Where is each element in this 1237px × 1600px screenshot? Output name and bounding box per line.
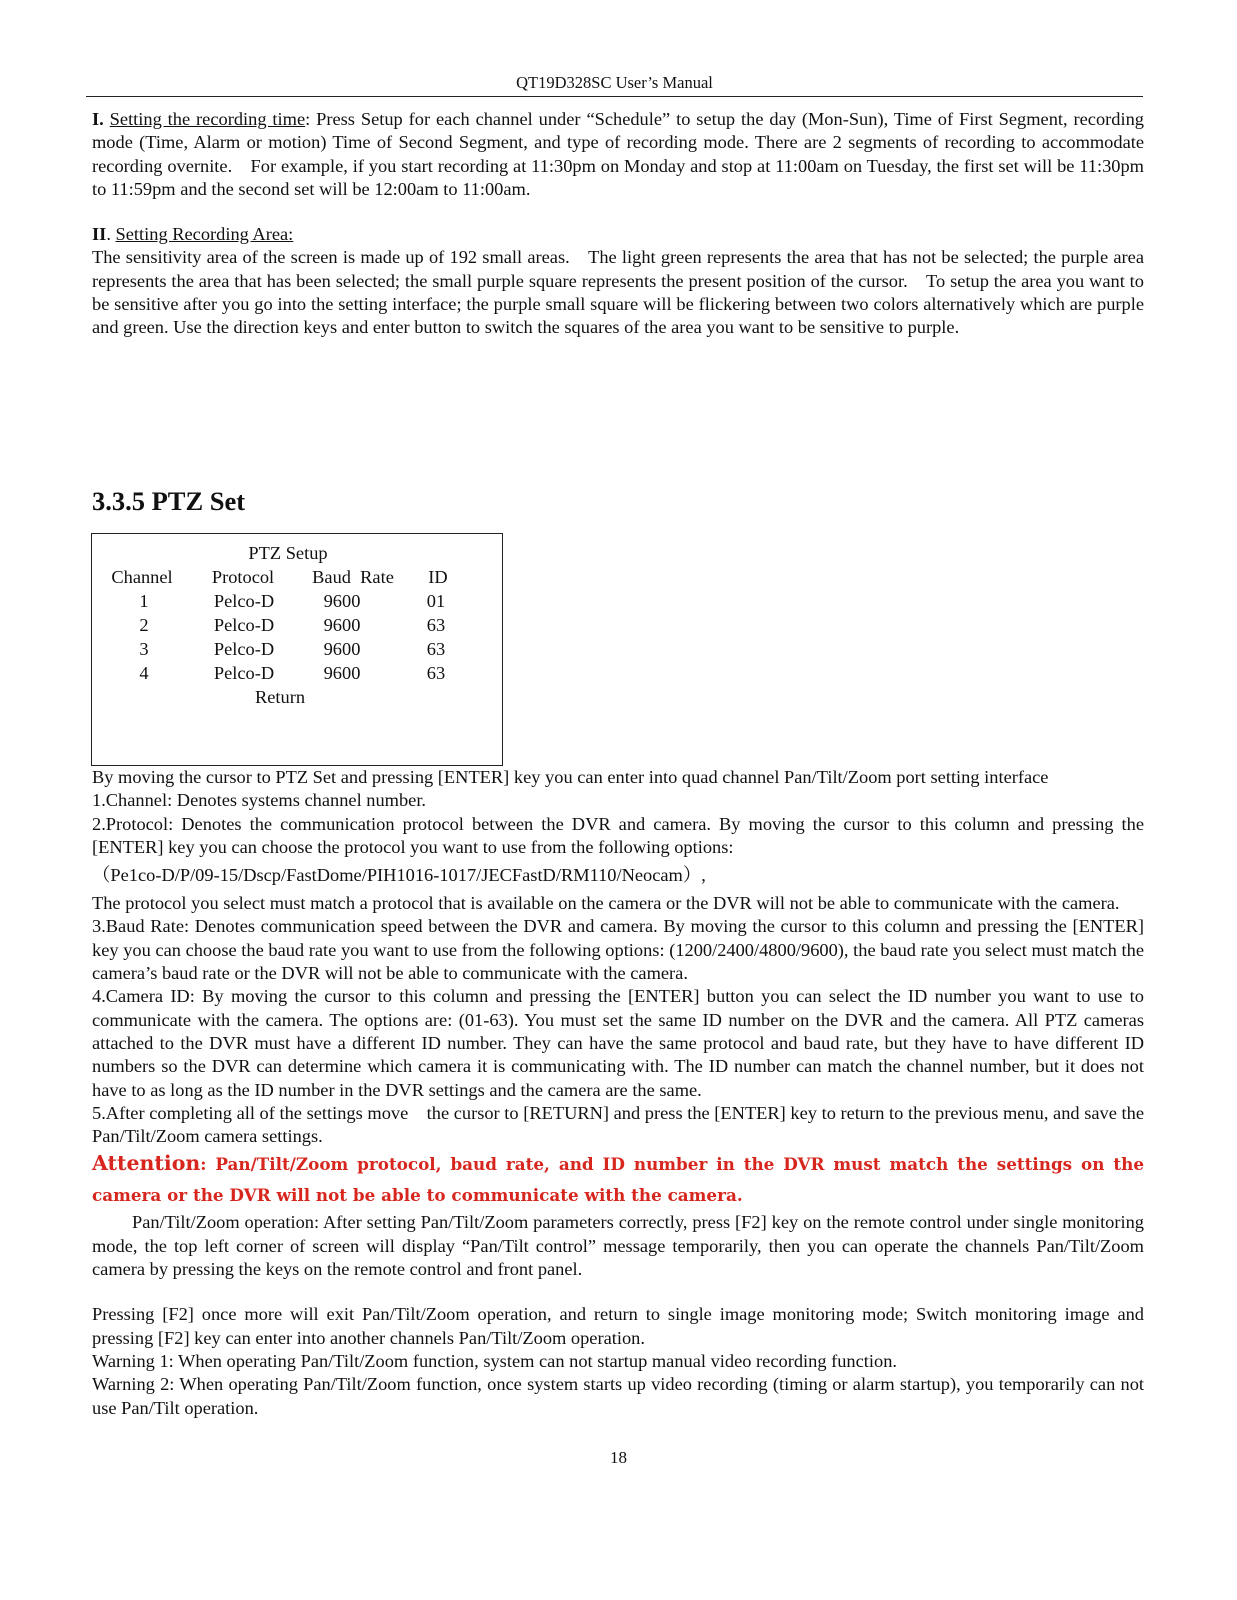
row-1-protocol[interactable]: Pelco-D — [213, 591, 275, 611]
item-camera-id: 4.Camera ID: By moving the cursor to this column and pressing the [ENTER] button you can select the ID number you want to use to communicate with the camera. The options are: (01-63). You must set the same ID number on the DVR and the camera. All PTZ cameras attached to the DVR must have a different ID number. They can have the same protocol and baud rate, but they have to have different ID numbers so the DVR can determine which camera it is communicating with. The ID number can match the channel number, but it does not have to as long as the ID number in the DVR settings and the camera are the same. — [92, 986, 1144, 1100]
row-2-id[interactable]: 63 — [426, 615, 446, 635]
section-heading-recording-time: Setting the recording time — [109, 109, 306, 129]
item-protocol-note: The protocol you select must match a protocol that is available on the camera or the DVR will not be able to communicate with the camera. — [92, 893, 1120, 914]
attention-text: : Pan/Tilt/Zoom protocol, baud rate, and ID number in the DVR must match the settings on the camera or the DVR will not be able to communicate with the camera. — [92, 1154, 1144, 1206]
ptz-setup-title: PTZ Setup — [248, 543, 328, 563]
row-2-protocol[interactable]: Pelco-D — [213, 615, 275, 635]
intro-paragraph: By moving the cursor to PTZ Set and pressing [ENTER] key you can enter into quad channel Pan/Tilt/Zoom port setting interface — [92, 767, 1049, 787]
header-rule — [86, 96, 1143, 97]
row-1-id[interactable]: 01 — [426, 591, 446, 611]
section-numeral: I. — [92, 109, 104, 129]
row-2-channel[interactable]: 2 — [139, 615, 149, 635]
section-recording-time-paragraph — [92, 108, 1144, 201]
section-heading-recording-area: Setting Recording Area: — [115, 224, 294, 244]
page-header: QT19D328SC User’s Manual — [516, 73, 713, 92]
page-number: 18 — [610, 1448, 627, 1467]
row-3-protocol[interactable]: Pelco-D — [213, 639, 275, 659]
ptz-set-heading: 3.3.5 PTZ Set — [92, 486, 246, 516]
return-menu-item[interactable]: Return — [254, 687, 306, 707]
row-3-id[interactable]: 63 — [426, 639, 446, 659]
column-header-id: ID — [428, 567, 448, 587]
section-numeral: II — [92, 224, 107, 244]
row-2-baud-rate[interactable]: 9600 — [323, 615, 361, 635]
attention-note — [92, 1148, 1144, 1211]
section-recording-area-title — [92, 223, 1144, 246]
row-1-baud-rate[interactable]: 9600 — [323, 591, 361, 611]
row-4-baud-rate[interactable]: 9600 — [323, 663, 361, 683]
section-recording-time — [92, 108, 1144, 201]
item-return: 5.After completing all of the settings move the cursor to [RETURN] and press the [ENTER] key to return to the previous menu, and save the Pan/Tilt/Zoom camera settings. — [92, 1102, 1144, 1147]
operation-paragraph: Pan/Tilt/Zoom operation: After setting Pan/Tilt/Zoom parameters correctly, press [F2] key on the remote control under single monitoring mode, the top left corner of screen will display “Pan/Tilt control” message temporarily, then you can operate the channels Pan/Tilt/Zoom camera by pressing the keys on the remote control and front panel. — [92, 1212, 1144, 1280]
paragraph-gap — [92, 1281, 1144, 1303]
section-recording-time-text: : Press Setup for each channel under “Schedule” to setup the day (Mon-Sun), Time of First Segment, recording mode (Time, Alarm or motion) Time of Second Segment, and type of recording mode. There are 2 segments of recording to accommodate recording overnite. For example, if you start recording at 11:30pm on Monday and stop at 11:00am on Tuesday, the first set will be 11:30pm to 11:59pm and the second set will be 12:00am to 11:00am. — [92, 109, 1144, 199]
column-header-channel: Channel — [111, 567, 173, 587]
column-header-protocol: Protocol — [211, 567, 275, 587]
ptz-body-text — [92, 766, 1144, 1420]
row-4-protocol[interactable]: Pelco-D — [213, 663, 275, 683]
row-3-baud-rate[interactable]: 9600 — [323, 639, 361, 659]
attention-label: Attention — [92, 1151, 201, 1176]
warning-1: Warning 1: When operating Pan/Tilt/Zoom function, system can not startup manual video recording function. — [92, 1350, 898, 1371]
section-separator: . — [106, 224, 116, 244]
item-protocol: 2.Protocol: Denotes the communication protocol between the DVR and camera. By moving the cursor to this column and pressing the [ENTER] key you can choose the protocol you want to use from the following options: — [92, 813, 1144, 857]
row-4-channel[interactable]: 4 — [139, 663, 149, 683]
section-recording-area — [92, 223, 1144, 339]
item-channel: 1.Channel: Denotes systems channel number. — [92, 790, 427, 811]
item-baud-rate: 3.Baud Rate: Denotes communication speed between the DVR and camera. By moving the cursor to this column and pressing the [ENTER] key you can choose the baud rate you want to use from the following options: (1200/2400/4800/9600), the baud rate you select must match the camera’s baud rate or the DVR will not be able to communicate with the camera. — [92, 916, 1144, 984]
column-header-baud-rate: Baud Rate — [312, 567, 394, 587]
ptz-setup-menu — [91, 533, 503, 766]
section-recording-area-text: The sensitivity area of the screen is made up of 192 small areas. The light green represents the area that has not be selected; the purple area represents the area that has been selected; the small purple square represents the present position of the cursor. To setup the area you want to be sensitive after you go into the setting interface; the purple small square will be flickering between two colors alternatively which are purple and green. Use the direction keys and enter button to switch the squares of the area you want to be sensitive to purple. — [92, 247, 1144, 338]
row-3-channel[interactable]: 3 — [139, 639, 149, 659]
protocol-options: （Pe1co-D/P/09-15/Dscp/FastDome/PIH1016-1017/JECFastD/RM110/Neocam）, — [92, 865, 706, 886]
row-4-id[interactable]: 63 — [426, 663, 446, 683]
warning-2: Warning 2: When operating Pan/Tilt/Zoom function, once system starts up video recording (timing or alarm startup), you temporarily can not use Pan/Tilt operation. — [92, 1374, 1144, 1418]
pressing-paragraph: Pressing [F2] once more will exit Pan/Tilt/Zoom operation, and return to single image monitoring mode; Switch monitoring image and pressing [F2] key can enter into another channels Pan/Tilt/Zoom operation. — [92, 1304, 1144, 1348]
row-1-channel[interactable]: 1 — [139, 591, 149, 611]
